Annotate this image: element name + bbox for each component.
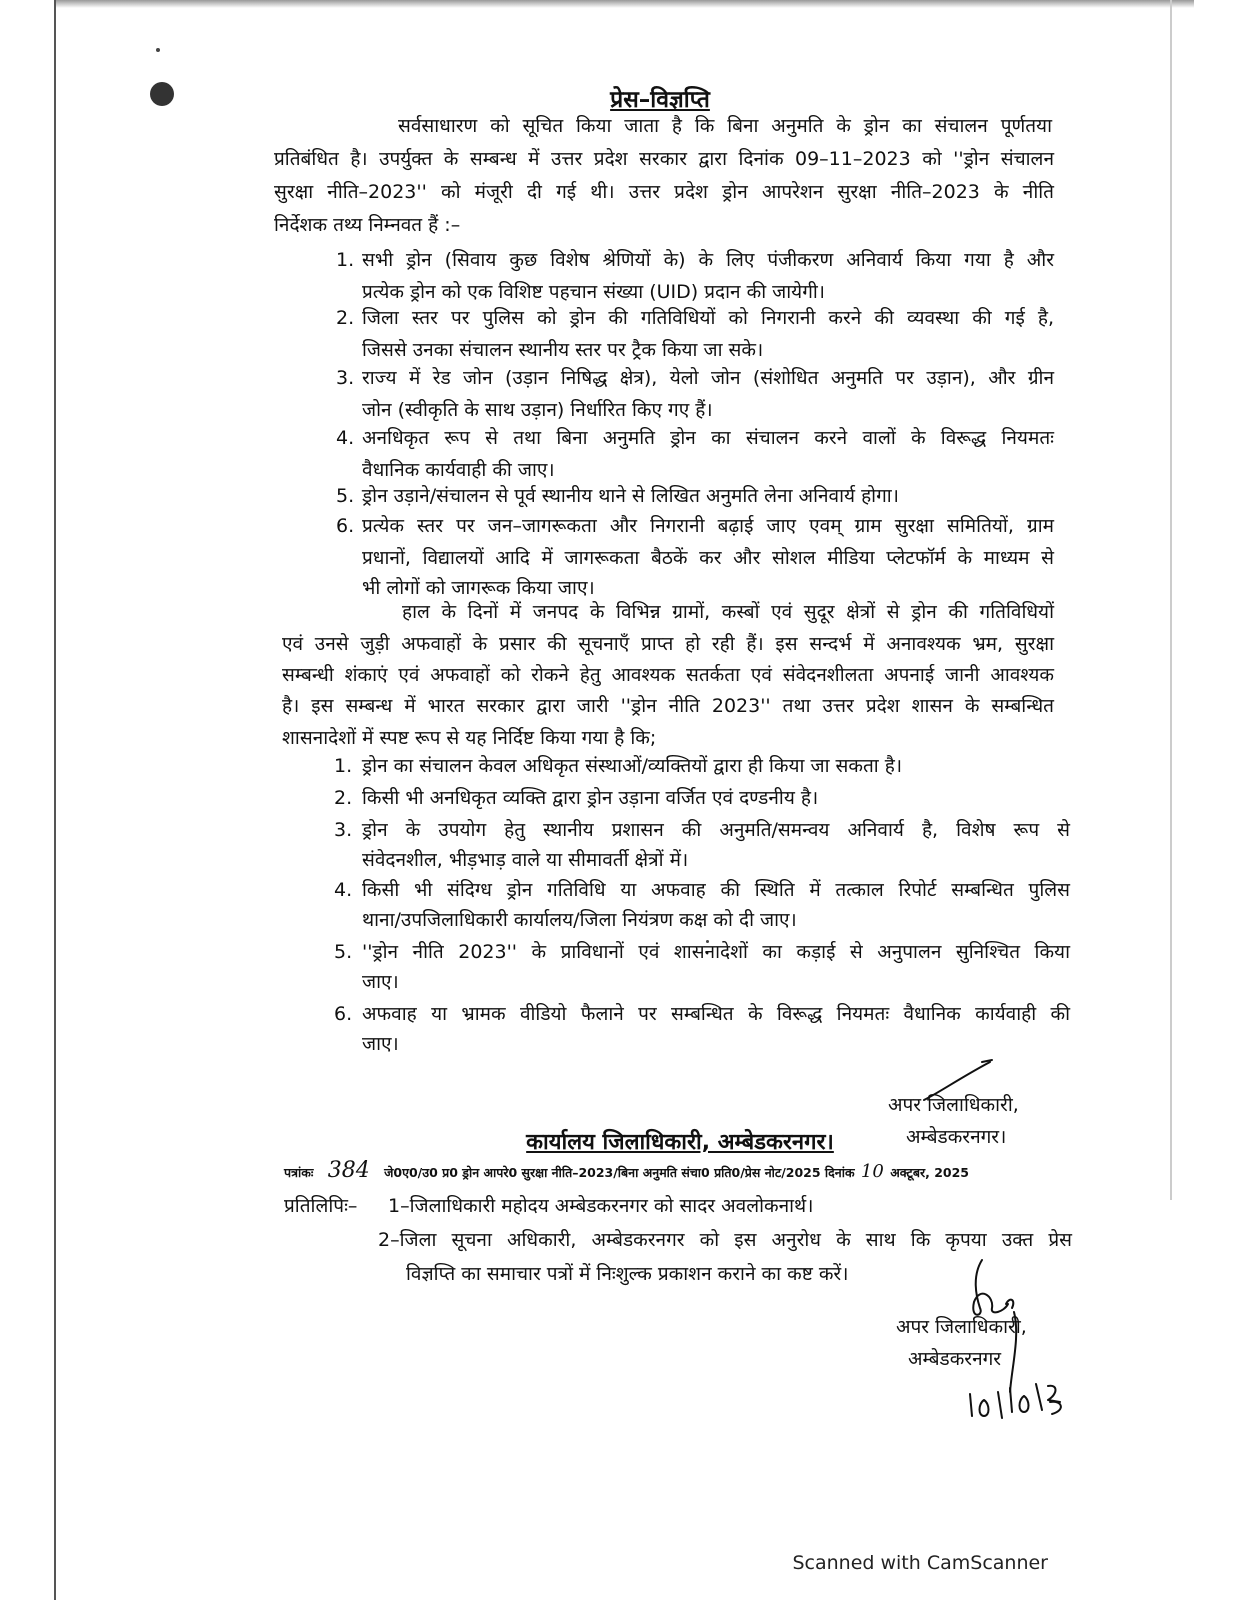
copy-item: विज्ञप्ति का समाचार पत्रों में निःशुल्क प्रकाशन कराने का कष्ट करें। [406, 1263, 849, 1285]
list1-item-line: ड्रोन उड़ाने/संचालन से पूर्व स्थानीय थाने से लिखित अनुमति लेना अनिवार्य होगा। [362, 485, 899, 507]
list2-item-line: ''ड्रोन नीति 2023'' के प्राविधानों एवं शासनादेशों का कड़ाई से अनुपालन सुनिश्चित किया [362, 941, 1070, 963]
signatory-designation: अपर जिलाधिकारी, [888, 1094, 1019, 1116]
para2-line: शासनादेशों में स्पष्ट रूप से यह निर्दिष्ट किया गया है कि; [282, 727, 657, 749]
list1-item-line: प्रत्येक स्तर पर जन–जागरूकता और निगरानी बढ़ाई जाए एवम् ग्राम सुरक्षा समितियों, ग्राम [362, 515, 1054, 537]
copy-item: 1–जिलाधिकारी महोदय अम्बेडकरनगर को सादर अवलोकनार्थ। [388, 1195, 814, 1217]
reference-date: अक्टूबर, 2025 [890, 1165, 969, 1180]
reference-text: जे0ए0/उ0 प्र0 ड्रोन आपरे0 सुरक्षा नीति–2023/बिना अनुमति संचा0 प्रति0/प्रेस नोट/2025 दिनांक [384, 1165, 855, 1180]
para2-line: है। इस सम्बन्ध में भारत सरकार द्वारा जारी ''ड्रोन नीति 2023'' तथा उत्तर प्रदेश शासन के सम्बन्धित [282, 695, 1054, 717]
para2-line: एवं उनसे जुड़ी अफवाहों के प्रसार की सूचनाएँ प्राप्त हो रही हैं। इस सन्दर्भ में अनावश्यक भ्रम, सुरक्षा [282, 633, 1054, 655]
list2-number: 5. [334, 941, 353, 963]
list2-item-line: ड्रोन का संचालन केवल अधिकृत संस्थाओं/व्यक्तियों द्वारा ही किया जा सकता है। [362, 755, 903, 777]
list2-item-line: जाए। [362, 971, 399, 993]
copy-item: 2–जिला सूचना अधिकारी, अम्बेडकरनगर को इस अनुरोध के साथ कि कृपया उक्त प्रेस [378, 1229, 1073, 1251]
reference-label: पत्रांकः [284, 1165, 314, 1180]
copy-label: प्रतिलिपिः– [284, 1195, 358, 1217]
intro-line: सुरक्षा नीति–2023'' को मंजूरी दी गई थी। उत्तर प्रदेश ड्रोन आपरेशन सुरक्षा नीति–2023 के नीति [274, 181, 1054, 203]
office-heading: कार्यालय जिलाधिकारी, अम्बेडकरनगर। [526, 1130, 834, 1155]
list1-number: 4. [336, 427, 355, 449]
intro-line: प्रतिबंधित है। उपर्युक्त के सम्बन्ध में उत्तर प्रदेश सरकार द्वारा दिनांक 09–11–2023 को ''ड्रोन संचालन [274, 148, 1054, 170]
list1-item-line: जिससे उनका संचालन स्थानीय स्तर पर ट्रैक किया जा सके। [362, 339, 764, 361]
document-title: प्रेस–विज्ञप्ति [610, 87, 710, 113]
list1-number: 2. [336, 307, 355, 329]
para2-line: सम्बन्धी शंकाएं एवं अफवाहों को रोकने हेतु आवश्यक सतर्कता एवं संवेदनशीलता अपनाई जानी आवश्यक [282, 664, 1054, 686]
list2-item-line: ड्रोन के उपयोग हेतु स्थानीय प्रशासन की अनुमति/समन्वय अनिवार्य है, विशेष रूप से [362, 819, 1070, 841]
intro-line: सर्वसाधारण को सूचित किया जाता है कि बिना अनुमति के ड्रोन का संचालन पूर्णतया [398, 115, 1052, 137]
handwritten-date [962, 1366, 1072, 1424]
list2-item-line: किसी भी अनधिकृत व्यक्ति द्वारा ड्रोन उड़ाना वर्जित एवं दण्डनीय है। [362, 787, 819, 809]
list1-number: 6. [336, 515, 355, 537]
para2-line: हाल के दिनों में जनपद के विभिन्न ग्रामों, कस्बों एवं सुदूर क्षेत्रों से ड्रोन की गतिविधियों [402, 601, 1054, 623]
reference-day: 10 [860, 1161, 884, 1182]
list2-item-line: अफवाह या भ्रामक वीडियो फैलाने पर सम्बन्धित के विरूद्ध नियमतः वैधानिक कार्यवाही की [362, 1003, 1070, 1025]
signatory-designation: अपर जिलाधिकारी, [896, 1316, 1027, 1338]
list1-item-line: प्रधानों, विद्यालयों आदि में जागरूकता बैठकें कर और सोशल मीडिया प्लेटफॉर्म के माध्यम से [362, 547, 1054, 569]
intro-line: निर्देशक तथ्य निम्नवत हैं :– [274, 214, 461, 236]
page-top-edge [54, 0, 1194, 8]
list2-item-line: किसी भी संदिग्ध ड्रोन गतिविधि या अफवाह की स्थिति में तत्काल रिपोर्ट सम्बन्धित पुलिस [362, 879, 1070, 901]
signatory-place: अम्बेडकरनगर [908, 1348, 1002, 1370]
reference-number: 384 [327, 1158, 370, 1183]
list1-item-line: जिला स्तर पर पुलिस को ड्रोन की गतिविधियों को निगरानी करने की व्यवस्था की गई है, [362, 307, 1054, 329]
list1-number: 1. [336, 249, 355, 271]
page-right-edge [1170, 0, 1172, 1200]
scanner-footer: Scanned with CamScanner [792, 1552, 1048, 1574]
list2-number: 4. [334, 879, 353, 901]
list1-item-line: सभी ड्रोन (सिवाय कुछ विशेष श्रेणियों के) के लिए पंजीकरण अनिवार्य किया गया है और [362, 249, 1054, 271]
reference-line [284, 1158, 969, 1183]
list2-item-line: संवेदनशील, भीड़भाड़ वाले या सीमावर्ती क्षेत्रों में। [362, 849, 689, 871]
list2-item-line: थाना/उपजिलाधिकारी कार्यालय/जिला नियंत्रण कक्ष को दी जाए। [362, 909, 797, 931]
list1-item-line: जोन (स्वीकृति के साथ उड़ान) निर्धारित किए गए हैं। [362, 399, 713, 421]
list2-number: 1. [334, 755, 353, 777]
list2-number: 2. [334, 787, 353, 809]
signatory-place: अम्बेडकरनगर। [906, 1126, 1007, 1148]
page-left-edge [54, 0, 56, 1600]
list1-item-line: अनधिकृत रूप से तथा बिना अनुमति ड्रोन का संचालन करने वालों के विरूद्ध नियमतः [362, 427, 1054, 449]
list2-item-line: जाए। [362, 1033, 399, 1055]
list1-item-line: राज्य में रेड जोन (उड़ान निषिद्ध क्षेत्र), येलो जोन (संशोधित अनुमति पर उड़ान), और ग्रीन [362, 367, 1054, 389]
scan-speck [156, 48, 160, 52]
punch-hole [150, 82, 174, 106]
list2-number: 3. [334, 819, 353, 841]
list2-number: 6. [334, 1003, 353, 1025]
list1-number: 5. [336, 485, 355, 507]
list1-item-line: भी लोगों को जागरूक किया जाए। [362, 577, 595, 599]
list1-number: 3. [336, 367, 355, 389]
list1-item-line: प्रत्येक ड्रोन को एक विशिष्ट पहचान संख्या (UID) प्रदान की जायेगी। [362, 281, 826, 303]
list1-item-line: वैधानिक कार्यवाही की जाए। [362, 459, 555, 481]
